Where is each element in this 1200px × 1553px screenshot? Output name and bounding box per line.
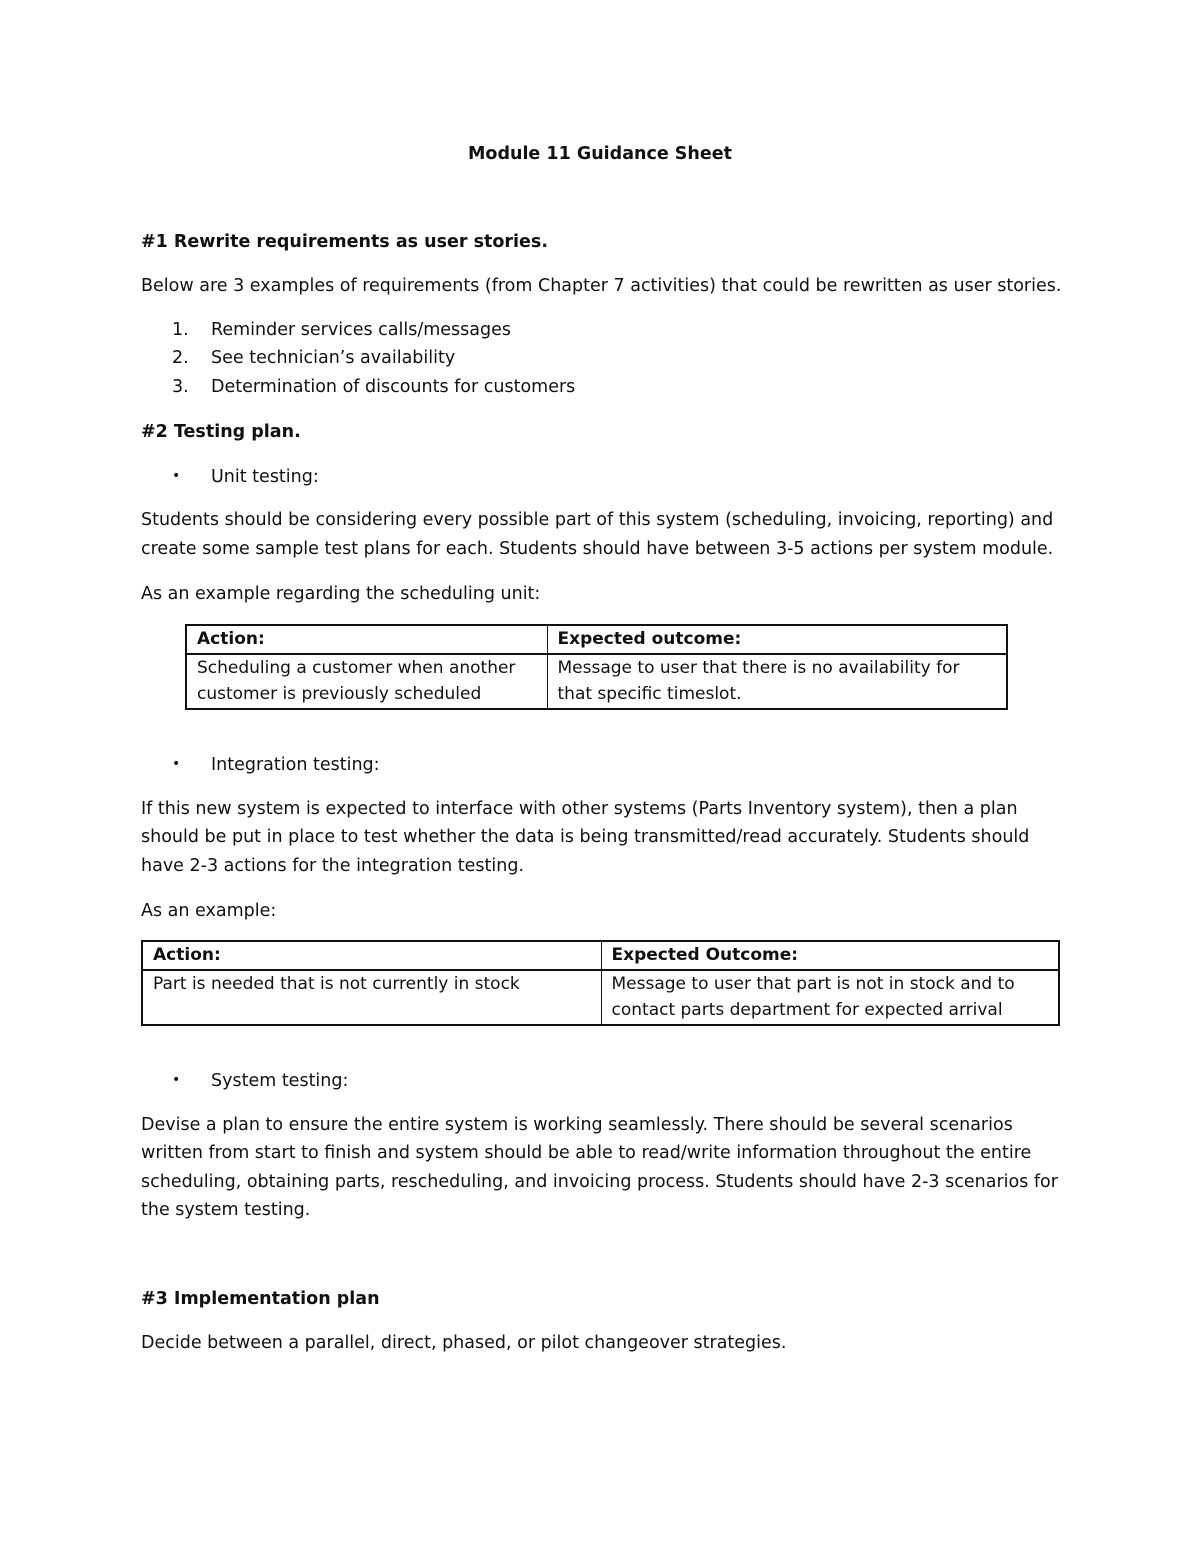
section2-heading: #2 Testing plan. — [141, 422, 301, 442]
integration-para-line: If this new system is expected to interface with other systems (Parts Inventory system), then a plan — [141, 799, 1018, 819]
system-testing-label: System testing: — [211, 1071, 349, 1091]
integration-para-line: should be put in place to test whether the data is being transmitted/read accurately. Students should — [141, 827, 1030, 847]
bullet-icon: • — [172, 756, 181, 772]
unit-example-label: As an example regarding the scheduling unit: — [141, 584, 541, 604]
table-row — [142, 970, 1059, 1025]
system-para-line: written from start to finish and system should be able to read/write information throughout the entire — [141, 1143, 1032, 1163]
section1-intro: Below are 3 examples of requirements (from Chapter 7 activities) that could be rewritten as user stories. — [141, 276, 1062, 296]
section3-text: Decide between a parallel, direct, phased, or pilot changeover strategies. — [141, 1333, 787, 1353]
integration-example-label: As an example: — [141, 901, 277, 921]
page-title: Module 11 Guidance Sheet — [468, 144, 732, 164]
section1-heading: #1 Rewrite requirements as user stories. — [141, 232, 548, 252]
bullet-icon: • — [172, 468, 181, 484]
table-header-action: Action: — [142, 941, 601, 970]
section3-heading: #3 Implementation plan — [141, 1289, 380, 1309]
integration-test-table — [141, 940, 1060, 1026]
table-header-action: Action: — [186, 625, 547, 654]
system-para-line: Devise a plan to ensure the entire system is working seamlessly. There should be several scenarios — [141, 1115, 1013, 1135]
list-item: Determination of discounts for customers — [211, 377, 576, 397]
bullet-icon: • — [172, 1072, 181, 1088]
list-number: 3. — [172, 377, 189, 397]
table-cell-action: Scheduling a customer when another customer is previously scheduled — [186, 654, 547, 709]
table-header-outcome: Expected Outcome: — [601, 941, 1059, 970]
table-header-row — [142, 941, 1059, 970]
system-para-line: scheduling, obtaining parts, rescheduling, and invoicing process. Students should have 2-3 scenarios for — [141, 1172, 1058, 1192]
unit-testing-para-line: create some sample test plans for each. Students should have between 3-5 actions per system module. — [141, 539, 1054, 559]
list-item: Reminder services calls/messages — [211, 320, 511, 340]
table-header-row — [186, 625, 1007, 654]
unit-testing-para-line: Students should be considering every possible part of this system (scheduling, invoicing, reporting) and — [141, 510, 1054, 530]
integration-testing-label: Integration testing: — [211, 755, 380, 775]
system-para-line: the system testing. — [141, 1200, 311, 1220]
table-cell-outcome: Message to user that there is no availability for that specific timeslot. — [547, 654, 1007, 709]
unit-test-table — [185, 624, 1008, 710]
table-row — [186, 654, 1007, 709]
table-cell-outcome: Message to user that part is not in stock and to contact parts department for expected arrival — [601, 970, 1059, 1025]
list-item: See technician’s availability — [211, 348, 456, 368]
integration-para-line: have 2-3 actions for the integration testing. — [141, 856, 525, 876]
unit-testing-label: Unit testing: — [211, 467, 319, 487]
table-cell-action: Part is needed that is not currently in stock — [142, 970, 601, 1025]
table-header-outcome: Expected outcome: — [547, 625, 1007, 654]
list-number: 1. — [172, 320, 189, 340]
list-number: 2. — [172, 348, 189, 368]
